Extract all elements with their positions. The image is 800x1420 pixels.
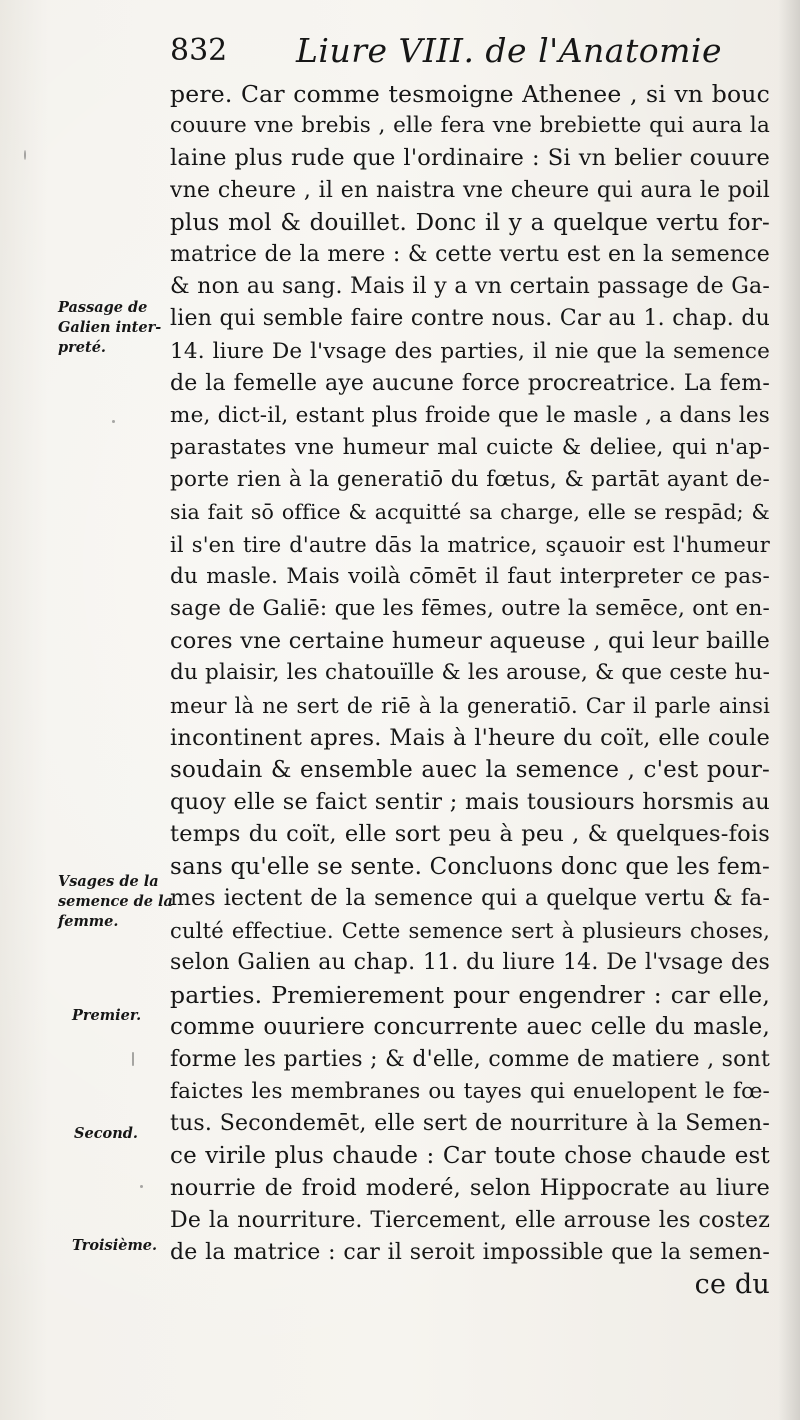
ink-speck xyxy=(24,150,26,160)
text-line: parties. Premierement pour engendrer : car elle, xyxy=(170,981,770,1010)
margin-note-second xyxy=(74,1124,192,1144)
margin-note-line: Galien inter- xyxy=(58,319,162,336)
running-head xyxy=(170,28,770,74)
text-line: sage de Galiē: que les fēmes, outre la semēce, ont en- xyxy=(170,596,770,621)
text-line: porte rien à la generatiō du fœtus, & partāt ayant de- xyxy=(170,467,770,493)
text-line: De la nourriture. Tiercement, elle arrouse les costez xyxy=(170,1207,770,1233)
text-line: faictes les membranes ou tayes qui enuelopent le fœ- xyxy=(170,1078,770,1104)
body-text xyxy=(170,78,770,1301)
text-line: sia fait sō office & acquitté sa charge, elle se respād; & xyxy=(170,500,770,525)
text-line: du masle. Mais voilà cōmēt il faut interpreter ce pas- xyxy=(170,563,770,589)
text-line: de la femelle aye aucune force procreatrice. La fem- xyxy=(170,370,770,396)
text-line: laine plus rude que l'ordinaire : Si vn belier couure xyxy=(170,145,770,172)
running-title: Liure VIII. de l'Anatomie xyxy=(296,31,722,70)
ink-speck xyxy=(140,1185,143,1188)
text-line: me, dict-il, estant plus froide que le masle , a dans les xyxy=(170,402,770,428)
text-line: lien qui semble faire contre nous. Car au 1. chap. du xyxy=(170,306,770,332)
text-line: & non au sang. Mais il y a vn certain passage de Ga- xyxy=(170,274,770,300)
margin-note-line: preté. xyxy=(58,339,106,356)
margin-note-passage xyxy=(58,298,176,358)
text-line: parastates vne humeur mal cuicte & deliee, qui n'ap- xyxy=(170,435,770,461)
catchword: ce du xyxy=(694,1268,770,1300)
text-line: tus. Secondemēt, elle sert de nourriture à la Semen- xyxy=(170,1111,770,1136)
margin-note-line: Second. xyxy=(74,1125,138,1142)
margin-note-line: femme. xyxy=(58,913,119,930)
margin-note-line: Vsages de la xyxy=(58,873,159,890)
ink-speck xyxy=(112,420,115,423)
text-line: de la matrice : car il seroit impossible que la semen- xyxy=(170,1239,770,1265)
text-line: quoy elle se faict sentir ; mais tousiours horsmis au xyxy=(170,789,770,816)
text-line: pere. Car comme tesmoigne Athenee , si vn bouc xyxy=(170,80,770,108)
text-line: sans qu'elle se sente. Concluons donc que les fem- xyxy=(170,853,770,880)
ink-speck xyxy=(132,1052,134,1066)
text-line: meur là ne sert de riē à la generatiō. Car il parle ainsi xyxy=(170,693,770,718)
text-line: plus mol & douillet. Donc il y a quelque vertu for- xyxy=(170,209,770,236)
page-edge-shadow xyxy=(778,0,800,1420)
text-line: nourrie de froid moderé, selon Hippocrate au liure xyxy=(170,1175,770,1202)
text-line: 14. liure De l'vsage des parties, il nie que la semence xyxy=(170,338,770,364)
text-line: vne cheure , il en naistra vne cheure qui aura le poil xyxy=(170,177,770,203)
text-line: couure vne brebis , elle fera vne brebiette qui aura la xyxy=(170,113,770,139)
text-line: culté effectiue. Cette semence sert à plusieurs choses, xyxy=(170,918,770,943)
text-line: mes iectent de la semence qui a quelque vertu & fa- xyxy=(170,885,770,911)
text-line: selon Galien au chap. 11. du liure 14. De l'vsage des xyxy=(170,950,770,976)
text-line: ce virile plus chaude : Car toute chose chaude est xyxy=(170,1143,770,1170)
margin-note-third xyxy=(72,1236,190,1256)
margin-note-line: Premier. xyxy=(72,1007,142,1024)
text-line: incontinent apres. Mais à l'heure du coït, elle coule xyxy=(170,724,770,751)
text-line: matrice de la mere : & cette vertu est en la semence xyxy=(170,241,770,267)
text-line: du plaisir, les chatouïlle & les arouse, & que ceste hu- xyxy=(170,660,770,686)
text-line: soudain & ensemble auec la semence , c'est pour- xyxy=(170,756,770,783)
margin-note-line: Passage de xyxy=(58,299,148,316)
text-line: comme ouuriere concurrente auec celle du masle, xyxy=(170,1014,770,1041)
page-number: 832 xyxy=(170,33,228,68)
text-line: forme les parties ; & d'elle, comme de matiere , sont xyxy=(170,1046,770,1072)
text-line: cores vne certaine humeur aqueuse , qui leur baille xyxy=(170,628,770,655)
margin-note-line: semence de la xyxy=(58,893,173,910)
margin-note-line: Troisième. xyxy=(72,1237,158,1254)
text-line: il s'en tire d'autre dās la matrice, sçauoir est l'humeur xyxy=(170,532,770,557)
margin-note-usages xyxy=(58,872,176,932)
text-line: temps du coït, elle sort peu à peu , & quelques-fois xyxy=(170,821,770,848)
margin-note-first xyxy=(72,1006,190,1026)
